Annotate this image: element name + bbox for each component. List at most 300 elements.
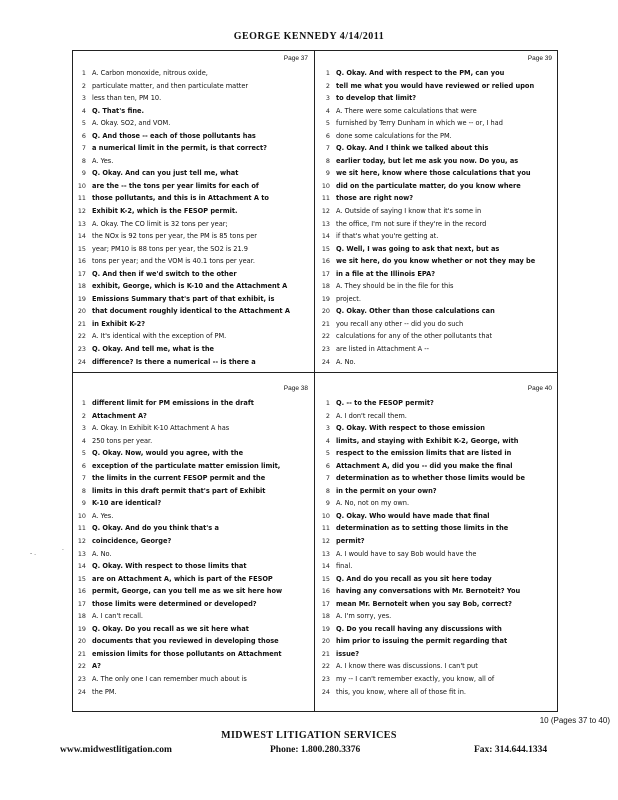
line-number: 21 [77,649,86,658]
line-text: A? [92,662,101,671]
line-text: those limits were determined or developed? [92,599,257,608]
line-number: 22 [77,332,86,341]
transcript-line [318,673,556,686]
line-text: A. I know there was discussions. I can't put [336,662,478,671]
column-divider [314,50,315,712]
transcript-line [74,435,312,448]
line-text: A. Okay. SO2, and VOM. [92,119,171,128]
transcript-line [74,205,312,218]
transcript-line [74,218,312,231]
transcript-line [318,610,556,623]
line-text: Q. And do you recall as you sit here today [336,574,492,583]
line-number: 21 [321,649,330,658]
line-text: less than ten, PM 10. [92,94,162,103]
transcript-line [318,472,556,485]
transcript-line [74,535,312,548]
line-text: A. Okay. The CO limit is 32 tons per year; [92,219,228,228]
transcript-line [318,410,556,423]
transcript-line [74,660,312,673]
transcript-line [74,280,312,293]
line-number: 4 [81,436,86,445]
line-number: 6 [81,461,86,470]
line-number: 8 [81,486,86,495]
line-text: Q. Okay. Other than those calculations can [336,307,495,316]
line-number: 17 [321,599,330,608]
transcript-line [74,318,312,331]
transcript-line [74,598,312,611]
line-text: permit? [336,537,365,546]
line-text: you recall any other -- did you do such [336,319,464,328]
line-text: exception of the particulate matter emission limit, [92,461,281,470]
line-number: 18 [321,282,330,291]
line-number: 15 [321,244,330,253]
line-text: A. I don't recall them. [336,411,407,420]
line-text: the limits in the current FESOP permit and the [92,474,266,483]
transcript-line [318,205,556,218]
transcript-line [74,548,312,561]
line-text: Attachment A, did you -- did you make the final [336,461,513,470]
line-number: 20 [77,637,86,646]
transcript-line [74,230,312,243]
transcript-line [318,460,556,473]
transcript-line [318,510,556,523]
page-number: Page 37 [283,55,308,62]
line-number: 15 [77,574,86,583]
line-number: 8 [325,486,330,495]
line-number: 12 [321,537,330,546]
line-number: 3 [81,424,86,433]
line-number: 24 [77,687,86,696]
line-number: 23 [77,345,86,354]
line-number: 5 [81,449,86,458]
line-number: 15 [77,244,86,253]
line-text: Q. Okay. Do you recall as we sit here what [92,624,249,633]
line-text: A. Yes. [92,511,114,520]
line-text: furnished by Terry Dunham in which we -- or, I had [336,119,503,128]
line-text: different limit for PM emissions in the draft [92,399,254,407]
transcript-line [74,447,312,460]
deposition-header: GEORGE KENNEDY 4/14/2011 [233,31,385,42]
transcript-line [318,80,556,93]
line-text: Attachment A? [92,411,147,420]
line-text: Q. Okay. And I think we talked about this [336,144,489,153]
transcript-line [318,422,556,435]
line-number: 10 [77,181,86,190]
line-number: 4 [81,106,86,115]
line-text: Q. And those -- each of those pollutants has [92,131,256,140]
line-text: we sit here, know where those calculations that you [336,169,531,178]
line-number: 23 [77,675,86,684]
transcript-line [318,330,556,343]
line-number: 19 [77,294,86,303]
website: www.midwestlitigation.com [60,745,172,755]
transcript-line [74,180,312,193]
transcript-line [318,447,556,460]
line-text: Q. Okay. And with respect to the PM, can you [336,69,505,77]
line-text: my -- I can't remember exactly, you know, all of [336,675,495,684]
line-number: 24 [77,357,86,366]
transcript-line [318,243,556,256]
transcript-line [74,293,312,306]
line-number: 18 [77,282,86,291]
line-text: Q. Well, I was going to ask that next, but as [336,244,500,253]
line-number: 5 [81,119,86,128]
line-number: 3 [325,94,330,103]
transcript-line [74,560,312,573]
line-number: 11 [321,524,330,533]
firm-name: MIDWEST LITIGATION SERVICES [221,730,397,741]
line-text: A. There were some calculations that were [336,106,477,115]
line-number: 3 [325,424,330,433]
page-range: 10 (Pages 37 to 40) [539,716,610,725]
transcript-line [318,142,556,155]
line-number: 19 [321,294,330,303]
line-number: 10 [321,181,330,190]
transcript-line [74,117,312,130]
line-number: 8 [81,156,86,165]
transcript-line [74,686,312,699]
line-number: 16 [77,257,86,266]
transcript-line [318,585,556,598]
line-number: 19 [321,624,330,633]
line-text: project. [336,294,361,303]
line-number: 13 [321,549,330,558]
line-text: Emissions Summary that's part of that exhibit, is [92,294,275,303]
line-number: 17 [321,269,330,278]
line-text: Q. Okay. And do you think that's a [92,524,219,533]
transcript-line [318,397,556,410]
transcript-line [74,397,312,410]
transcript-line [318,268,556,281]
line-number: 12 [321,207,330,216]
line-text: A. I would have to say Bob would have the [336,549,477,558]
line-text: A. I'm sorry, yes. [336,612,392,621]
line-text: A. Outside of saying I know that it's some in [336,207,482,216]
line-text: in Exhibit K-2? [92,319,146,328]
line-number: 20 [321,637,330,646]
line-number: 7 [81,474,86,483]
line-number: 19 [77,624,86,633]
transcript-lines [74,67,312,368]
line-number: 4 [325,436,330,445]
line-number: 22 [321,662,330,671]
transcript-line [74,105,312,118]
transcript-line [74,243,312,256]
line-text: earlier today, but let me ask you now. Do you, as [336,156,519,165]
transcript-line [74,648,312,661]
transcript-line [74,522,312,535]
transcript-line [318,648,556,661]
line-text: are the -- the tons per year limits for each of [92,181,259,190]
page-number: Page 38 [283,385,308,392]
line-text: that document roughly identical to the Attachment A [92,307,290,316]
line-text: those pollutants, and this is in Attachment A to [92,194,269,203]
transcript-line [318,686,556,699]
line-number: 1 [81,69,86,77]
transcript-line [318,192,556,205]
line-number: 9 [81,169,86,178]
line-text: determination as to whether those limits would be [336,474,525,483]
line-text: 250 tons per year. [92,436,153,445]
row-divider [72,372,558,373]
transcript-line [74,268,312,281]
transcript-line [74,142,312,155]
transcript-line [318,485,556,498]
line-text: A. Okay. In Exhibit K-10 Attachment A has [92,424,230,433]
line-number: 11 [77,524,86,533]
transcript-line [74,192,312,205]
transcript-line [74,167,312,180]
line-number: 14 [321,232,330,241]
line-number: 11 [321,194,330,203]
transcript-lines [318,67,556,368]
transcript-line [318,167,556,180]
line-number: 16 [321,257,330,266]
line-number: 24 [321,687,330,696]
line-text: those are right now? [336,194,414,203]
transcript-line [318,623,556,636]
line-text: limits in this draft permit that's part of Exhibit [92,486,266,495]
line-text: A. Yes. [92,156,114,165]
line-number: 15 [321,574,330,583]
scan-mark: . [62,545,64,552]
transcript-line [74,130,312,143]
line-text: Q. Okay. Who would have made that final [336,511,490,520]
transcript-line [318,280,556,293]
line-text: are on Attachment A, which is part of the FESOP [92,574,273,583]
line-number: 14 [77,232,86,241]
line-text: respect to the emission limits that are listed in [336,449,512,458]
transcript-line [318,522,556,535]
transcript-line [318,573,556,586]
transcript-line [318,230,556,243]
transcript-line [74,460,312,473]
line-number: 20 [321,307,330,316]
line-number: 18 [77,612,86,621]
line-text: a numerical limit in the permit, is that correct? [92,144,267,153]
transcript-line [318,67,556,80]
line-number: 10 [77,511,86,520]
line-number: 23 [321,675,330,684]
line-number: 8 [325,156,330,165]
line-text: Q. Do you recall having any discussions with [336,624,502,633]
transcript-line [318,293,556,306]
line-text: Q. Okay. And can you just tell me, what [92,169,239,178]
line-text: the NOx is 92 tons per year, the PM is 85 tons per [92,232,257,241]
line-number: 20 [77,307,86,316]
line-text: emission limits for those pollutants on Attachment [92,649,282,658]
line-text: the office, I'm not sure if they're in the record [336,219,487,228]
line-number: 23 [321,345,330,354]
line-text: difference? Is there a numerical -- is there a [92,357,256,366]
transcript-line [318,318,556,331]
line-text: mean Mr. Bernoteit when you say Bob, correct? [336,599,512,608]
line-text: tons per year; and the VOM is 40.1 tons per year. [92,257,255,266]
line-text: Exhibit K-2, which is the FESOP permit. [92,207,238,216]
transcript-line [318,155,556,168]
line-number: 13 [77,549,86,558]
line-number: 1 [81,399,86,407]
line-number: 17 [77,599,86,608]
line-text: A. I can't recall. [92,612,144,621]
transcript-line [74,635,312,648]
line-number: 13 [321,219,330,228]
line-text: are listed in Attachment A -- [336,345,430,354]
transcript-line [318,635,556,648]
transcript-line [74,673,312,686]
line-number: 14 [321,562,330,571]
line-text: Q. And then if we'd switch to the other [92,269,237,278]
line-text: exhibit, George, which is K-10 and the Attachment A [92,282,288,291]
transcript-line [74,343,312,356]
transcript-line [74,410,312,423]
line-text: permit, George, can you tell me as we sit here how [92,587,283,596]
line-text: coincidence, George? [92,537,172,546]
line-number: 11 [77,194,86,203]
line-number: 2 [81,411,86,420]
line-number: 6 [81,131,86,140]
transcript-line [74,330,312,343]
line-text: calculations for any of the other pollutants that [336,332,493,341]
transcript-line [318,598,556,611]
line-number: 22 [77,662,86,671]
line-text: the PM. [92,687,117,696]
line-text: tell me what you would have reviewed or relied upon [336,81,535,90]
line-number: 12 [77,207,86,216]
line-number: 1 [325,399,330,407]
transcript-line [74,485,312,498]
line-number: 18 [321,612,330,621]
line-text: Q. That's fine. [92,106,144,115]
line-number: 17 [77,269,86,278]
line-text: Q. Okay. Now, would you agree, with the [92,449,244,458]
line-number: 6 [325,131,330,140]
line-number: 5 [325,449,330,458]
transcript-lines [74,397,312,698]
line-text: determination as to setting those limits in the [336,524,509,533]
line-text: limits, and staying with Exhibit K-2, George, with [336,436,519,445]
transcript-line [74,573,312,586]
line-text: Q. Okay. With respect to those emission [336,424,485,433]
line-text: A. No. [92,549,112,558]
line-text: we sit here, do you know whether or not they may be [336,257,536,266]
transcript-line [318,117,556,130]
transcript-line [74,80,312,93]
line-number: 16 [321,587,330,596]
transcript-line [318,130,556,143]
line-text: documents that you reviewed in developing those [92,637,279,646]
fax: Fax: 314.644.1334 [474,745,548,755]
line-text: particulate matter, and then particulate matter [92,81,249,90]
transcript-lines [318,397,556,698]
phone: Phone: 1.800.280.3376 [270,745,361,755]
line-number: 4 [325,106,330,115]
line-number: 2 [325,81,330,90]
line-text: having any conversations with Mr. Bernoteit? You [336,587,521,596]
line-text: A. It's identical with the exception of PM. [92,332,227,341]
transcript-line [74,255,312,268]
line-text: A. They should be in the file for this [336,282,454,291]
line-number: 9 [325,499,330,508]
transcript-line [74,472,312,485]
line-text: A. No. [336,357,356,366]
line-number: 10 [321,511,330,520]
line-text: Q. Okay. And tell me, what is the [92,345,215,354]
transcript-line [74,356,312,369]
transcript-line [318,435,556,448]
transcript-line [74,623,312,636]
transcript-line [74,422,312,435]
line-number: 7 [325,144,330,153]
line-text: final. [336,562,353,571]
line-number: 7 [325,474,330,483]
transcript-line [318,105,556,118]
line-number: 22 [321,332,330,341]
line-text: Q. -- to the FESOP permit? [336,399,434,407]
transcript-line [318,560,556,573]
line-text: if that's what you're getting at. [336,232,439,241]
transcript-line [318,92,556,105]
line-number: 3 [81,94,86,103]
transcript-line [318,218,556,231]
line-text: A. Carbon monoxide, nitrous oxide, [92,69,208,77]
line-text: did on the particulate matter, do you know where [336,181,521,190]
page-number: Page 40 [527,385,552,392]
transcript-line [74,610,312,623]
transcript-line [74,585,312,598]
line-text: done some calculations for the PM. [336,131,452,140]
line-text: Q. Okay. With respect to those limits that [92,562,247,571]
transcript-line [318,535,556,548]
transcript-line [74,67,312,80]
line-number: 2 [81,81,86,90]
line-text: to develop that limit? [336,94,417,103]
transcript-line [74,155,312,168]
line-number: 9 [325,169,330,178]
line-text: this, you know, where all of those fit in. [336,687,466,696]
transcript-line [318,255,556,268]
transcript-line [318,548,556,561]
line-number: 5 [325,119,330,128]
line-text: in a file at the Illinois EPA? [336,269,436,278]
line-number: 2 [325,411,330,420]
line-number: 16 [77,587,86,596]
line-number: 6 [325,461,330,470]
line-number: 9 [81,499,86,508]
line-text: A. The only one I can remember much about is [92,675,247,684]
line-text: K-10 are identical? [92,499,162,508]
transcript-line [74,305,312,318]
transcript-line [318,356,556,369]
transcript-line [318,343,556,356]
line-number: 14 [77,562,86,571]
transcript-line [318,305,556,318]
line-number: 1 [325,69,330,77]
transcript-line [318,660,556,673]
line-text: A. No, not on my own. [336,499,410,508]
page-number: Page 39 [527,55,552,62]
transcript-line [318,497,556,510]
line-number: 12 [77,537,86,546]
transcript-line [74,92,312,105]
line-text: in the permit on your own? [336,486,437,495]
line-number: 7 [81,144,86,153]
line-text: issue? [336,649,360,658]
line-number: 13 [77,219,86,228]
scan-mark: - . [30,550,36,557]
line-number: 24 [321,357,330,366]
transcript-line [74,497,312,510]
